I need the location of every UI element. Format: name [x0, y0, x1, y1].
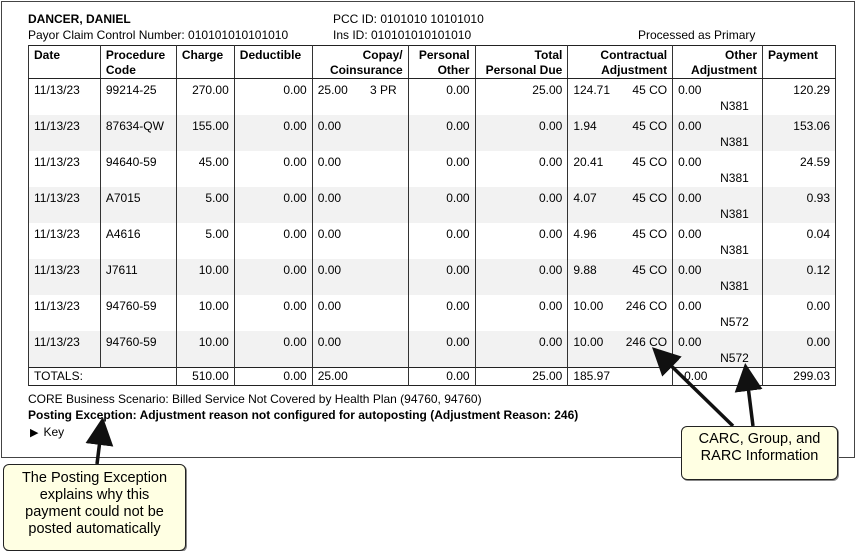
totals-contractual: 185.97 — [568, 368, 673, 386]
cell-other-adjustment: 0.00 N381 — [673, 79, 763, 116]
cell-procedure-code: A7015 — [100, 187, 176, 223]
col-procedure-code: Procedure Code — [100, 46, 176, 79]
carc-group-code: 246 CO — [625, 299, 668, 313]
cell-contractual-adjustment: 124.71 45 CO — [568, 79, 673, 116]
cell-contractual-adjustment: 10.00 246 CO — [568, 331, 673, 368]
carc-group-code: 45 CO — [632, 119, 668, 133]
col-date: Date — [29, 46, 101, 79]
cell-personal-other: 0.00 — [408, 115, 475, 151]
cell-copay: 0.00 — [312, 331, 408, 368]
cell-procedure-code: 99214-25 — [100, 79, 176, 116]
payor-claim-control-number: Payor Claim Control Number: 010101010101010 — [28, 28, 289, 42]
cell-deductible: 0.00 — [234, 151, 312, 187]
ins-id: Ins ID: 010101010101010 — [333, 28, 472, 42]
cell-other-adjustment: 0.00 N381 — [673, 115, 763, 151]
rarc-code: N572 — [720, 315, 749, 329]
cell-charge: 10.00 — [176, 331, 234, 368]
cell-procedure-code: 87634-QW — [100, 115, 176, 151]
carc-group-code: 246 CO — [625, 335, 668, 349]
cell-total-personal-due: 0.00 — [475, 259, 568, 295]
cell-personal-other: 0.00 — [408, 79, 475, 116]
cell-copay: 0.00 — [312, 115, 408, 151]
cell-personal-other: 0.00 — [408, 151, 475, 187]
cell-contractual-adjustment: 9.88 45 CO — [568, 259, 673, 295]
carc-group-code: 45 CO — [632, 155, 668, 169]
arrow-to-rarc — [746, 370, 753, 426]
cell-personal-other: 0.00 — [408, 223, 475, 259]
cell-deductible: 0.00 — [234, 115, 312, 151]
cell-total-personal-due: 0.00 — [475, 223, 568, 259]
cell-total-personal-due: 0.00 — [475, 295, 568, 331]
posting-exception: Posting Exception: Adjustment reason not configured for autoposting (Adjustment Reason: 246) — [28, 408, 579, 422]
patient-name: DANCER, DANIEL — [28, 12, 131, 26]
cell-procedure-code: 94640-59 — [100, 151, 176, 187]
processed-as-status: Processed as Primary — [638, 28, 756, 42]
cell-other-adjustment: 0.00 N381 — [673, 223, 763, 259]
cell-payment: 0.12 — [763, 259, 836, 295]
arrow-to-contractual-carc — [657, 352, 733, 426]
cell-copay: 0.00 — [312, 187, 408, 223]
carc-group-code: 45 CO — [632, 191, 668, 205]
totals-label: TOTALS: — [29, 368, 177, 386]
pcc-id: PCC ID: 0101010 10101010 — [333, 12, 484, 26]
cell-payment: 0.00 — [763, 331, 836, 368]
cell-date: 11/13/23 — [29, 151, 101, 187]
cell-charge: 5.00 — [176, 187, 234, 223]
cell-deductible: 0.00 — [234, 223, 312, 259]
totals-payment: 299.03 — [763, 368, 836, 386]
cell-copay: 0.00 — [312, 259, 408, 295]
rarc-code: N381 — [720, 171, 749, 185]
cell-procedure-code: A4616 — [100, 223, 176, 259]
rarc-code: N381 — [720, 207, 749, 221]
cell-charge: 45.00 — [176, 151, 234, 187]
cell-copay: 0.00 — [312, 223, 408, 259]
cell-personal-other: 0.00 — [408, 187, 475, 223]
cell-date: 11/13/23 — [29, 187, 101, 223]
callout-carc-group-rarc: CARC, Group, and RARC Information — [681, 426, 838, 480]
arrow-to-posting-exception — [97, 424, 102, 464]
cell-date: 11/13/23 — [29, 79, 101, 116]
cell-contractual-adjustment: 20.41 45 CO — [568, 151, 673, 187]
cell-copay: 0.00 — [312, 151, 408, 187]
cell-total-personal-due: 0.00 — [475, 331, 568, 368]
cell-other-adjustment: 0.00 N572 — [673, 331, 763, 368]
totals-total-personal-due: 25.00 — [475, 368, 568, 386]
cell-personal-other: 0.00 — [408, 331, 475, 368]
cell-date: 11/13/23 — [29, 223, 101, 259]
cell-total-personal-due: 0.00 — [475, 151, 568, 187]
cell-payment: 0.00 — [763, 295, 836, 331]
cell-procedure-code: 94760-59 — [100, 331, 176, 368]
rarc-code: N381 — [720, 243, 749, 257]
cell-date: 11/13/23 — [29, 115, 101, 151]
cell-personal-other: 0.00 — [408, 259, 475, 295]
totals-charge: 510.00 — [176, 368, 234, 386]
col-copay: Copay/ Coinsurance — [312, 46, 408, 79]
col-deductible: Deductible — [234, 46, 312, 79]
rarc-code: N381 — [720, 99, 749, 113]
cell-payment: 120.29 — [763, 79, 836, 116]
totals-other-adjustment: 0.00 — [673, 368, 763, 386]
cell-contractual-adjustment: 4.07 45 CO — [568, 187, 673, 223]
cell-procedure-code: J7611 — [100, 259, 176, 295]
cell-contractual-adjustment: 4.96 45 CO — [568, 223, 673, 259]
disclosure-triangle-icon: ▶ — [30, 427, 39, 439]
carc-group-code: 45 CO — [632, 227, 668, 241]
cell-contractual-adjustment: 1.94 45 CO — [568, 115, 673, 151]
totals-copay: 25.00 — [312, 368, 408, 386]
totals-personal-other: 0.00 — [408, 368, 475, 386]
cell-date: 11/13/23 — [29, 259, 101, 295]
callout-posting-exception: The Posting Exception explains why this payment could not be posted automatically — [3, 464, 186, 551]
cell-deductible: 0.00 — [234, 295, 312, 331]
cell-procedure-code: 94760-59 — [100, 295, 176, 331]
cell-charge: 270.00 — [176, 79, 234, 116]
cell-payment: 0.04 — [763, 223, 836, 259]
cell-contractual-adjustment: 10.00 246 CO — [568, 295, 673, 331]
cell-payment: 24.59 — [763, 151, 836, 187]
cell-total-personal-due: 0.00 — [475, 187, 568, 223]
key-label: Key — [43, 425, 65, 439]
rarc-code: N381 — [720, 135, 749, 149]
cell-deductible: 0.00 — [234, 79, 312, 116]
cell-copay: 25.00 3 PR — [312, 79, 408, 116]
totals-deductible: 0.00 — [234, 368, 312, 386]
cell-other-adjustment: 0.00 N381 — [673, 187, 763, 223]
cell-deductible: 0.00 — [234, 331, 312, 368]
core-business-scenario: CORE Business Scenario: Billed Service Not Covered by Health Plan (94760, 94760) — [28, 392, 482, 406]
cell-date: 11/13/23 — [29, 331, 101, 368]
cell-copay: 0.00 — [312, 295, 408, 331]
col-personal-other: Personal Other — [408, 46, 475, 79]
carc-group-code: 45 CO — [632, 83, 668, 97]
rarc-code: N381 — [720, 279, 749, 293]
cell-total-personal-due: 0.00 — [475, 115, 568, 151]
cell-other-adjustment: 0.00 N381 — [673, 259, 763, 295]
cell-deductible: 0.00 — [234, 259, 312, 295]
col-payment: Payment — [763, 46, 836, 79]
cell-personal-other: 0.00 — [408, 295, 475, 331]
cell-payment: 0.93 — [763, 187, 836, 223]
cell-other-adjustment: 0.00 N381 — [673, 151, 763, 187]
cell-other-adjustment: 0.00 N572 — [673, 295, 763, 331]
cell-date: 11/13/23 — [29, 295, 101, 331]
cell-payment: 153.06 — [763, 115, 836, 151]
col-charge: Charge — [176, 46, 234, 79]
cell-charge: 10.00 — [176, 259, 234, 295]
carc-group-code: 45 CO — [632, 263, 668, 277]
cell-charge: 5.00 — [176, 223, 234, 259]
cell-deductible: 0.00 — [234, 187, 312, 223]
col-contractual-adjustment: Contractual Adjustment — [568, 46, 673, 79]
col-total-personal-due: Total Personal Due — [475, 46, 568, 79]
cell-total-personal-due: 25.00 — [475, 79, 568, 116]
rarc-code: N572 — [720, 351, 749, 365]
col-other-adjustment: Other Adjustment — [673, 46, 763, 79]
cell-charge: 155.00 — [176, 115, 234, 151]
cell-charge: 10.00 — [176, 295, 234, 331]
